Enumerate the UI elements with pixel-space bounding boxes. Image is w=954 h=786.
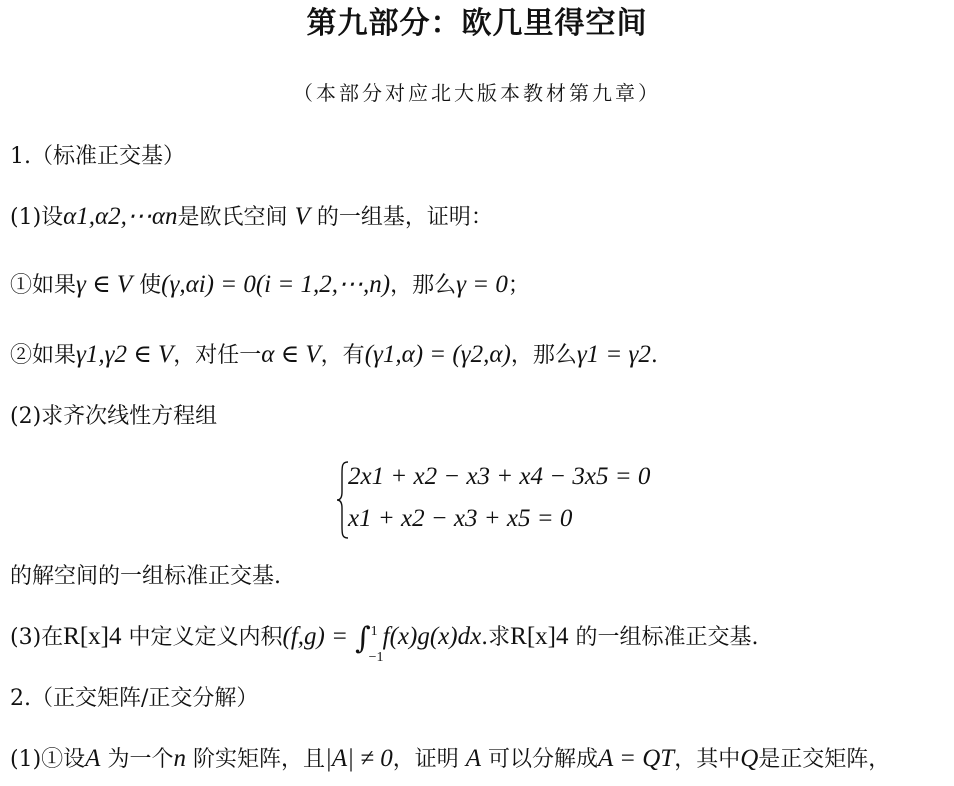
- q1-suffix: 的一组基，证明：: [316, 205, 493, 230]
- item2-any: α ∈ V: [261, 341, 321, 368]
- s2q1-A2: A: [465, 745, 482, 772]
- item2-eq: (γ1,α) = (γ2,α): [364, 341, 511, 368]
- integral-sign-icon: ∫: [354, 621, 371, 656]
- q1-mid: 是欧氏空间: [177, 205, 288, 230]
- item2-prefix: ②如果: [10, 343, 77, 368]
- s2q1-A: A: [85, 745, 101, 772]
- q3-integrand: f(x)g(x)dx: [382, 623, 482, 650]
- item2-end: .: [650, 343, 658, 368]
- section2-q1: [10, 744, 890, 775]
- q3-prefix: (3)在: [10, 625, 64, 650]
- item2-cond: γ1,γ2 ∈ V: [76, 341, 174, 368]
- system-equation-1: 2x1 + x2 − x3 + x4 − 3x5 = 0: [348, 463, 651, 490]
- integral-upper-limit: 1: [370, 624, 378, 639]
- page-subtitle: （本部分对应北大版本教材第九章）: [293, 81, 661, 105]
- section1-q1: [10, 202, 493, 233]
- s2q1-det: |A| ≠ 0: [324, 745, 393, 772]
- page-title: 第九部分：欧几里得空间: [306, 6, 648, 41]
- s2q1-t4: 可以分解成: [488, 747, 599, 772]
- item1-then: ，那么: [390, 273, 457, 298]
- s2q1-eq: A = QT: [598, 745, 675, 772]
- q3-inner-product: (f,g) =: [282, 623, 348, 650]
- q3-suffix: .求: [481, 625, 511, 650]
- item2-concl: γ1 = γ2: [576, 341, 651, 368]
- s2q1-t3: ，证明: [392, 747, 459, 772]
- section1-item2: [10, 340, 658, 371]
- section1-q2-after: 的解空间的一组标准正交基.: [10, 564, 281, 589]
- section1-heading: 1.（标准正交基）: [10, 144, 185, 169]
- q3-space-2: R[x]4: [510, 623, 569, 650]
- item2-then: ，那么: [510, 343, 577, 368]
- s2q1-t2: 阶实矩阵，且: [192, 747, 325, 772]
- s2q1-t5: ，其中: [674, 747, 741, 772]
- item1-end: ；: [507, 273, 530, 298]
- item1-mid: 使: [139, 273, 162, 298]
- item1-prefix: ①如果: [10, 273, 77, 298]
- q1-space-V: V: [294, 203, 310, 230]
- q3-space: R[x]4: [63, 623, 122, 650]
- item2-mid: ，对任一: [173, 343, 262, 368]
- integral-limits: [368, 623, 384, 665]
- system-equation-2: x1 + x2 − x3 + x5 = 0: [348, 505, 573, 532]
- s2q1-t1: 为一个: [107, 747, 174, 772]
- s2q1-n: n: [173, 745, 186, 772]
- q3-end: 的一组标准正交基.: [575, 625, 759, 650]
- q3-mid: 中定义定义内积: [128, 625, 283, 650]
- section1-item1: [10, 270, 530, 301]
- q1-basis: α1,α2,⋯αn: [63, 203, 178, 230]
- s2q1-t6: 是正交矩阵，: [758, 747, 891, 772]
- item1-concl: γ = 0: [456, 271, 508, 298]
- section1-q3: [10, 621, 759, 665]
- section2-heading: 2.（正交矩阵/正交分解）: [10, 686, 259, 711]
- integral-lower-limit: −1: [368, 650, 384, 665]
- section1-q2: (2)求齐次线性方程组: [10, 404, 218, 429]
- q1-prefix: (1)设: [10, 205, 64, 230]
- item1-eq: (γ,αi) = 0(i = 1,2,⋯,n): [161, 271, 391, 298]
- item1-cond: γ ∈ V: [76, 271, 133, 298]
- s2q1-Q: Q: [740, 745, 759, 772]
- item2-have: ，有: [320, 343, 365, 368]
- s2q1-prefix: (1)①设: [10, 747, 86, 772]
